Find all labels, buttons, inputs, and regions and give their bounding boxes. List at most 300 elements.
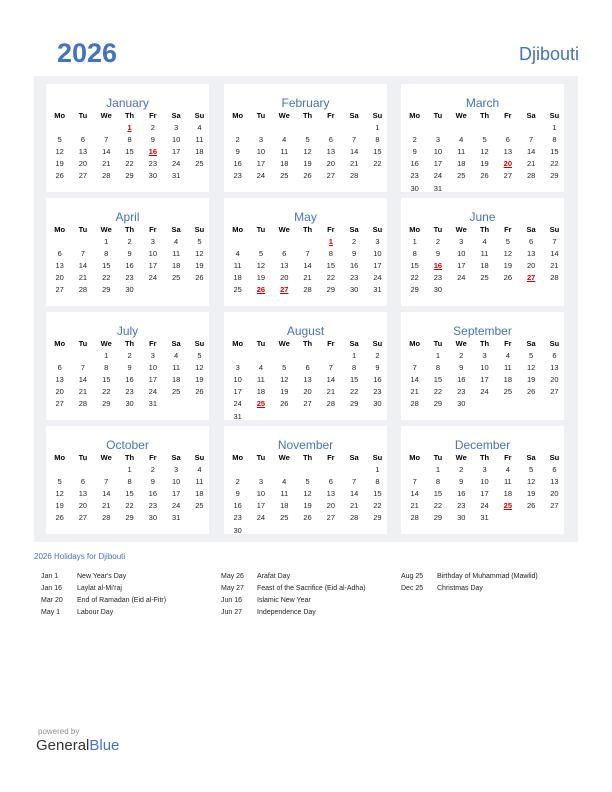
day-cell: 2 <box>459 464 464 474</box>
day-cell: 26 <box>303 513 312 523</box>
day-cell: 9 <box>352 248 357 258</box>
day-cell: 28 <box>410 399 419 409</box>
month-table <box>226 224 389 296</box>
day-cell: 30 <box>125 285 134 295</box>
day-cell: 22 <box>410 273 419 283</box>
day-cell: 7 <box>352 476 357 486</box>
day-cell: 6 <box>552 350 557 360</box>
weekday-header: Mo <box>54 225 66 234</box>
holiday-row <box>41 585 221 597</box>
holiday-day: 1 <box>328 236 333 246</box>
empty-cell <box>249 121 272 133</box>
day-cell: 24 <box>171 159 181 169</box>
empty-cell <box>296 463 319 475</box>
day-cell: 17 <box>233 387 242 397</box>
empty-cell <box>403 349 426 361</box>
day-cell: 29 <box>326 285 335 295</box>
day-cell: 26 <box>503 273 512 283</box>
day-cell: 9 <box>459 362 464 372</box>
empty-cell <box>226 349 249 361</box>
day-cell: 16 <box>125 374 134 384</box>
day-cell: 31 <box>171 171 181 181</box>
holiday-date: Jan 16 <box>41 585 63 592</box>
day-cell: 28 <box>550 273 559 283</box>
day-cell: 29 <box>433 513 443 523</box>
empty-cell <box>366 170 389 182</box>
empty-cell <box>48 349 71 361</box>
day-cell: 22 <box>433 501 443 511</box>
day-cell: 19 <box>280 387 289 397</box>
day-cell: 22 <box>125 501 134 511</box>
day-cell: 20 <box>550 488 559 498</box>
day-cell: 5 <box>57 476 62 486</box>
month-table <box>403 338 566 410</box>
holiday-name: End of Ramadan (Eid al-Fitr) <box>77 597 167 604</box>
day-cell: 26 <box>195 273 204 283</box>
empty-cell <box>473 121 496 133</box>
month-name: July <box>116 324 139 338</box>
empty-cell <box>403 121 426 133</box>
day-cell: 15 <box>125 146 134 156</box>
day-cell: 7 <box>352 134 357 144</box>
holiday-date: May 1 <box>41 609 61 616</box>
holiday-day: 1 <box>127 122 132 132</box>
day-cell: 7 <box>80 248 86 258</box>
day-cell: 29 <box>410 285 419 295</box>
day-cell: 22 <box>373 159 382 169</box>
day-cell: 18 <box>256 387 266 397</box>
day-cell: 29 <box>125 513 134 523</box>
day-cell: 24 <box>480 501 489 511</box>
holiday-name: Independence Day <box>257 609 316 616</box>
day-cell: 10 <box>171 476 181 486</box>
day-cell: 30 <box>410 183 419 193</box>
day-cell: 4 <box>282 134 287 144</box>
weekday-header: Su <box>549 111 560 120</box>
holiday-name: Islamic New Year <box>257 597 311 604</box>
day-cell: 28 <box>410 513 419 523</box>
day-cell: 14 <box>78 260 88 270</box>
holiday-row <box>221 609 401 621</box>
day-cell: 28 <box>326 399 335 409</box>
weekday-header: Fr <box>327 225 335 234</box>
day-cell: 11 <box>195 476 204 486</box>
day-cell: 14 <box>78 374 88 384</box>
weekday-header: Fr <box>149 339 157 348</box>
month-table <box>226 452 389 536</box>
day-cell: 8 <box>104 362 109 372</box>
weekday-header: Tu <box>433 339 443 348</box>
weekday-header: Tu <box>433 111 443 120</box>
empty-cell <box>226 463 249 475</box>
weekday-header: We <box>455 339 467 348</box>
day-cell: 12 <box>195 362 204 372</box>
empty-cell <box>188 398 211 410</box>
day-cell: 6 <box>80 134 86 144</box>
day-cell: 4 <box>482 236 487 246</box>
holiday-date: Jun 16 <box>221 597 243 604</box>
day-cell: 13 <box>55 374 64 384</box>
empty-cell <box>249 410 272 422</box>
day-cell: 27 <box>303 399 312 409</box>
day-cell: 2 <box>127 236 132 246</box>
holiday-name: Feast of the Sacrifice (Eid al-Adha) <box>257 585 366 592</box>
weekday-header: Sa <box>526 339 536 348</box>
day-cell: 12 <box>256 260 266 270</box>
brand-logo[interactable] <box>36 737 119 754</box>
weekday-header: We <box>278 111 290 120</box>
day-cell: 23 <box>148 501 157 511</box>
weekday-header: Tu <box>78 111 88 120</box>
day-cell: 1 <box>435 350 441 360</box>
weekday-header: Th <box>124 225 135 234</box>
day-cell: 5 <box>197 350 202 360</box>
day-cell: 25 <box>171 387 181 397</box>
day-cell: 14 <box>349 146 359 156</box>
day-cell: 16 <box>148 488 157 498</box>
month-march <box>401 84 564 192</box>
day-cell: 18 <box>233 273 242 283</box>
day-cell: 2 <box>150 464 155 474</box>
day-cell: 7 <box>529 134 534 144</box>
day-cell: 9 <box>435 248 441 258</box>
day-cell: 17 <box>171 488 181 498</box>
day-cell: 30 <box>457 513 466 523</box>
day-cell: 8 <box>375 134 380 144</box>
holiday-row <box>221 585 401 597</box>
holiday-day: 26 <box>256 285 266 295</box>
weekday-header: Mo <box>232 225 244 234</box>
empty-cell <box>496 284 519 296</box>
day-cell: 3 <box>482 464 487 474</box>
day-cell: 5 <box>305 476 310 486</box>
day-cell: 29 <box>349 399 359 409</box>
day-cell: 30 <box>125 399 134 409</box>
day-cell: 29 <box>373 513 382 523</box>
day-cell: 15 <box>125 488 134 498</box>
day-cell: 4 <box>235 248 240 258</box>
day-cell: 9 <box>235 146 240 156</box>
weekday-header: Tu <box>256 111 266 120</box>
day-cell: 15 <box>102 374 111 384</box>
day-cell: 23 <box>125 387 134 397</box>
day-cell: 31 <box>373 285 382 295</box>
day-cell: 24 <box>148 387 157 397</box>
day-cell: 3 <box>459 236 464 246</box>
day-cell: 13 <box>280 260 289 270</box>
day-cell: 11 <box>195 134 204 144</box>
holiday-row <box>401 585 581 597</box>
day-cell: 1 <box>104 350 109 360</box>
day-cell: 5 <box>57 134 62 144</box>
empty-cell <box>141 284 164 296</box>
day-cell: 19 <box>55 159 64 169</box>
day-cell: 20 <box>55 387 64 397</box>
month-name: November <box>277 438 334 452</box>
day-cell: 12 <box>280 374 289 384</box>
day-cell: 7 <box>305 248 310 258</box>
day-cell: 24 <box>148 273 157 283</box>
weekday-header: Tu <box>256 453 266 462</box>
holiday-name: Birthday of Muhammad (Mawlid) <box>437 573 538 580</box>
weekday-header: Th <box>479 339 490 348</box>
day-cell: 15 <box>373 146 382 156</box>
day-cell: 10 <box>233 374 242 384</box>
brand-logo-part-general: General <box>36 737 90 754</box>
empty-cell <box>319 349 342 361</box>
day-cell: 22 <box>326 273 335 283</box>
weekday-header: Tu <box>78 225 88 234</box>
empty-cell <box>273 410 296 422</box>
day-cell: 21 <box>102 159 111 169</box>
day-cell: 11 <box>172 248 181 258</box>
empty-cell <box>188 512 211 524</box>
day-cell: 12 <box>503 248 512 258</box>
day-cell: 4 <box>505 464 510 474</box>
weekday-header: Th <box>124 453 135 462</box>
month-december <box>401 426 564 534</box>
day-cell: 19 <box>526 374 536 384</box>
day-cell: 13 <box>326 146 335 156</box>
day-cell: 12 <box>55 488 64 498</box>
weekday-header: Su <box>549 453 560 462</box>
holiday-date: May 27 <box>221 585 244 592</box>
day-cell: 22 <box>102 387 111 397</box>
day-cell: 6 <box>80 476 86 486</box>
day-cell: 29 <box>102 285 111 295</box>
empty-cell <box>273 463 296 475</box>
day-cell: 6 <box>57 248 62 258</box>
day-cell: 18 <box>480 260 489 270</box>
day-cell: 21 <box>410 501 419 511</box>
day-cell: 31 <box>480 513 489 523</box>
weekday-header: We <box>278 225 290 234</box>
empty-cell <box>543 398 566 410</box>
empty-cell <box>296 410 319 422</box>
day-cell: 17 <box>148 374 157 384</box>
day-cell: 22 <box>550 159 559 169</box>
day-cell: 8 <box>127 134 132 144</box>
empty-cell <box>496 182 519 194</box>
day-cell: 26 <box>526 387 536 397</box>
day-cell: 13 <box>550 476 559 486</box>
day-cell: 25 <box>195 501 204 511</box>
day-cell: 15 <box>373 488 382 498</box>
holiday-row <box>41 609 221 621</box>
day-cell: 9 <box>127 248 132 258</box>
day-cell: 9 <box>459 476 464 486</box>
day-cell: 11 <box>503 362 512 372</box>
day-cell: 24 <box>256 171 266 181</box>
day-cell: 20 <box>326 159 335 169</box>
day-cell: 23 <box>148 159 157 169</box>
holiday-name: Labour Day <box>77 609 114 616</box>
day-cell: 19 <box>55 501 64 511</box>
day-cell: 10 <box>256 488 266 498</box>
month-name: January <box>106 96 149 110</box>
holiday-column <box>221 573 401 621</box>
day-cell: 11 <box>233 260 242 270</box>
day-cell: 19 <box>480 159 489 169</box>
day-cell: 23 <box>457 501 466 511</box>
day-cell: 8 <box>435 476 441 486</box>
day-cell: 1 <box>352 350 357 360</box>
day-cell: 28 <box>78 399 88 409</box>
month-table <box>226 110 389 182</box>
month-april <box>46 198 209 306</box>
day-cell: 1 <box>412 236 417 246</box>
day-cell: 23 <box>233 171 242 181</box>
empty-cell <box>71 463 94 475</box>
day-cell: 18 <box>171 374 181 384</box>
weekday-header: Mo <box>232 453 244 462</box>
holiday-row <box>401 573 581 585</box>
day-cell: 16 <box>457 488 466 498</box>
weekday-header: Fr <box>504 339 512 348</box>
day-cell: 18 <box>280 159 289 169</box>
day-cell: 2 <box>375 350 380 360</box>
day-cell: 5 <box>197 236 202 246</box>
holiday-day: 25 <box>503 501 512 511</box>
weekday-header: Tu <box>256 339 266 348</box>
day-cell: 13 <box>78 488 88 498</box>
day-cell: 31 <box>171 513 181 523</box>
day-cell: 21 <box>303 273 312 283</box>
day-cell: 12 <box>526 362 536 372</box>
empty-cell <box>188 284 211 296</box>
empty-cell <box>473 182 496 194</box>
empty-cell <box>164 398 187 410</box>
day-cell: 14 <box>550 248 559 258</box>
day-cell: 22 <box>349 387 359 397</box>
day-cell: 26 <box>303 171 312 181</box>
day-cell: 1 <box>127 464 132 474</box>
day-cell: 22 <box>102 273 111 283</box>
weekday-header: Th <box>302 453 313 462</box>
day-cell: 24 <box>457 273 466 283</box>
day-cell: 30 <box>148 513 157 523</box>
day-cell: 24 <box>433 171 443 181</box>
day-cell: 25 <box>280 171 289 181</box>
weekday-header: Fr <box>149 225 157 234</box>
day-cell: 31 <box>233 411 242 421</box>
weekday-header: Su <box>372 111 383 120</box>
empty-cell <box>496 398 519 410</box>
day-cell: 21 <box>78 273 88 283</box>
day-cell: 25 <box>503 387 512 397</box>
day-cell: 15 <box>349 374 359 384</box>
day-cell: 7 <box>412 362 417 372</box>
day-cell: 3 <box>482 350 487 360</box>
day-cell: 16 <box>457 374 466 384</box>
day-cell: 5 <box>258 248 264 258</box>
day-cell: 20 <box>55 273 64 283</box>
day-cell: 16 <box>410 159 419 169</box>
day-cell: 12 <box>55 146 64 156</box>
day-cell: 1 <box>375 122 380 132</box>
day-cell: 22 <box>373 501 382 511</box>
day-cell: 20 <box>326 501 335 511</box>
empty-cell <box>342 463 365 475</box>
empty-cell <box>48 121 71 133</box>
day-cell: 3 <box>174 464 179 474</box>
month-july <box>46 312 209 420</box>
day-cell: 4 <box>174 350 179 360</box>
day-cell: 23 <box>373 387 382 397</box>
day-cell: 24 <box>256 513 266 523</box>
day-cell: 27 <box>55 285 64 295</box>
day-cell: 3 <box>435 134 441 144</box>
day-cell: 14 <box>102 146 111 156</box>
weekday-header: Mo <box>54 339 66 348</box>
day-cell: 29 <box>433 399 443 409</box>
day-cell: 19 <box>195 260 204 270</box>
day-cell: 6 <box>57 362 62 372</box>
day-cell: 8 <box>127 476 132 486</box>
day-cell: 19 <box>303 159 312 169</box>
day-cell: 28 <box>303 285 312 295</box>
empty-cell <box>496 512 519 524</box>
weekday-header: Th <box>479 111 490 120</box>
day-cell: 16 <box>233 501 242 511</box>
month-table <box>403 110 566 194</box>
day-cell: 11 <box>457 146 466 156</box>
day-cell: 20 <box>78 159 88 169</box>
day-cell: 12 <box>526 476 536 486</box>
day-cell: 14 <box>102 488 111 498</box>
weekday-header: Tu <box>78 339 88 348</box>
weekday-header: Su <box>194 339 205 348</box>
month-january <box>46 84 209 192</box>
day-cell: 2 <box>435 236 441 246</box>
day-cell: 15 <box>102 260 111 270</box>
day-cell: 27 <box>326 513 335 523</box>
holiday-date: Mar 20 <box>41 597 63 604</box>
day-cell: 10 <box>148 248 157 258</box>
day-cell: 8 <box>412 248 417 258</box>
day-cell: 15 <box>326 260 335 270</box>
weekday-header: Th <box>124 339 135 348</box>
weekday-header: Fr <box>504 111 512 120</box>
weekday-header: Su <box>372 453 383 462</box>
holiday-date: Jun 27 <box>221 609 243 616</box>
weekday-header: Fr <box>504 225 512 234</box>
weekday-header: Sa <box>349 339 359 348</box>
empty-cell <box>273 349 296 361</box>
day-cell: 7 <box>328 362 333 372</box>
day-cell: 14 <box>303 260 312 270</box>
day-cell: 1 <box>552 122 557 132</box>
day-cell: 4 <box>197 122 202 132</box>
day-cell: 11 <box>257 374 265 384</box>
day-cell: 17 <box>433 159 443 169</box>
weekday-header: Fr <box>149 453 157 462</box>
day-cell: 30 <box>433 285 443 295</box>
month-name: August <box>286 324 325 338</box>
empty-cell <box>496 121 519 133</box>
month-october <box>46 426 209 534</box>
day-cell: 20 <box>78 501 88 511</box>
day-cell: 14 <box>410 488 419 498</box>
weekday-header: Tu <box>433 225 443 234</box>
day-cell: 18 <box>503 374 512 384</box>
empty-cell <box>366 524 389 536</box>
holiday-column <box>41 573 221 621</box>
day-cell: 17 <box>457 260 466 270</box>
holiday-day: 25 <box>256 399 266 409</box>
weekday-header: We <box>455 111 467 120</box>
day-cell: 30 <box>457 399 466 409</box>
